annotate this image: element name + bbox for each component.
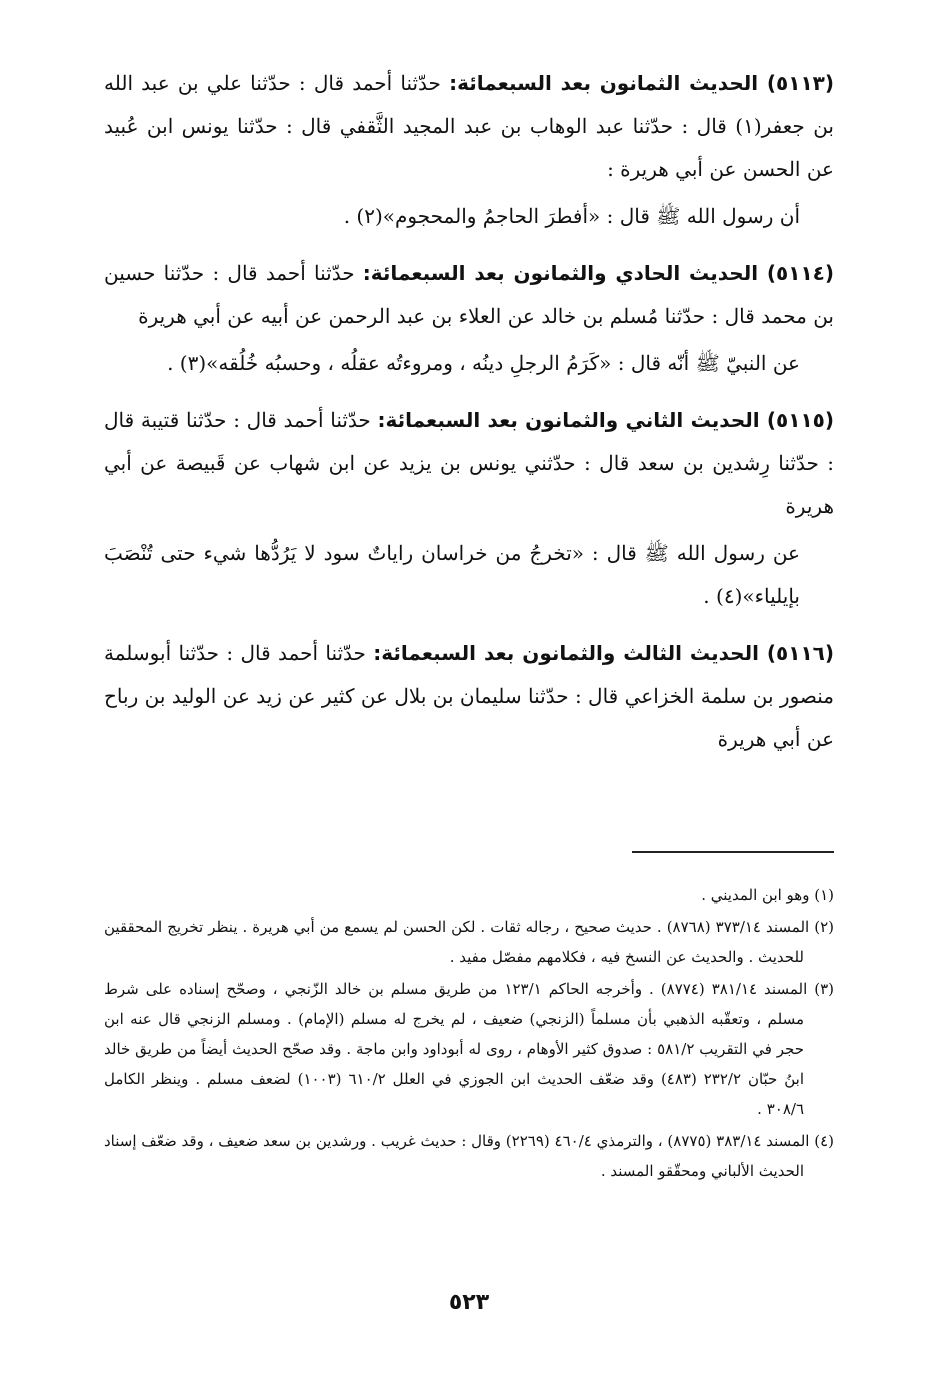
- footnote-1: (١) وهو ابن المديني .: [701, 886, 834, 904]
- hadith-heading: (٥١١٥) الحديث الثاني والثمانون بعد السبعمائة:: [377, 408, 835, 432]
- isnad-text: حدّثنا أحمد قال : حدّثنا قتيبة قال : حدّثنا رِشدين بن سعد قال : حدّثني يونس بن يزيد عن ابن شهاب عن قَبيصة عن أبي هريرة: [104, 408, 834, 518]
- hadith-5116: [104, 632, 834, 761]
- footnote-separator: [632, 851, 834, 853]
- hadith-isnad: [104, 399, 834, 528]
- isnad-text: حدّثنا أحمد قال : حدّثنا أبوسلمة منصور بن سلمة الخزاعي قال : حدّثنا سليمان بن بلال عن كثير عن زيد عن الوليد بن رباح عن أبي هريرة: [104, 641, 834, 751]
- main-text: [104, 62, 834, 775]
- footnote-2: (٢) المسند ٣٧٣/١٤ (٨٧٦٨) . حديث صحيح ، رجاله ثقات . لكن الحسن لم يسمع من أبي هريرة . ينظر تخريج المحققين للحديث . والحديث عن النسخ فيه ، فكلامهم مفصّل مفيد .: [104, 918, 834, 966]
- hadith-isnad: [104, 632, 834, 761]
- hadith-isnad: [104, 252, 834, 338]
- footnotes: [104, 880, 834, 1188]
- hadith-heading: (٥١١٦) الحديث الثالث والثمانون بعد السبعمائة:: [373, 641, 835, 665]
- hadith-heading: (٥١١٣) الحديث الثمانون بعد السبعمائة:: [449, 71, 834, 95]
- footnote-3: (٣) المسند ٣٨١/١٤ (٨٧٧٤) . وأخرجه الحاكم ١٢٣/١ من طريق مسلم بن خالد الزّنجي ، وصحّح إسناده على شرط مسلم ، وتعقّبه الذهبي بأن مسلماً (الزنجي) ضعيف ، لم يخرج له مسلم (الإمام) . ومسلم الزنجي قال عنه ابن حجر في التقريب ٥٨١/٢ : صدوق كثير الأوهام ، روى له أبوداود وابن ماجة . وقد صحّح الحديث أيضاً من طريق خالد ابنُ حبّان ٢٣٢/٢ (٤٨٣) وقد ضعّف الحديث ابن الجوزي في العلل ٦١٠/٢ (١٠٠٣) لضعف مسلم . وينظر الكامل ٣٠٨/٦ .: [104, 980, 834, 1118]
- hadith-matn: عن رسول الله ﷺ قال : «تخرجُ من خراسان راياتٌ سود لا يَرُدُّها شيء حتى تُنْصَبَ بإيلياء»(٤) .: [104, 541, 800, 608]
- isnad-text: حدّثنا أحمد قال : حدّثنا علي بن عبد الله بن جعفر(١) قال : حدّثنا عبد الوهاب بن عبد المجيد الثَّقفي قال : حدّثنا يونس ابن عُبيد عن الحسن عن أبي هريرة :: [104, 71, 834, 181]
- footnote-4: (٤) المسند ٣٨٣/١٤ (٨٧٧٥) ، والترمذي ٤٦٠/٤ (٢٢٦٩) وقال : حديث غريب . ورشدين بن سعد ضعيف ، وقد ضعّف إسناد الحديث الألباني ومحقّقو المسند .: [104, 1132, 835, 1180]
- hadith-matn: أن رسول الله ﷺ قال : «أفطرَ الحاجمُ والمحجوم»(٢) .: [343, 204, 800, 228]
- hadith-5115: [104, 399, 834, 618]
- hadith-matn: عن النبيّ ﷺ أنّه قال : «كَرَمُ الرجلِ دينُه ، ومروءتُه عقلُه ، وحسبُه خُلُقه»(٣) .: [167, 351, 800, 375]
- hadith-heading: (٥١١٤) الحديث الحادي والثمانون بعد السبعمائة:: [362, 261, 834, 285]
- isnad-text: حدّثنا أحمد قال : حدّثنا حسين بن محمد قال : حدّثنا مُسلم بن خالد عن العلاء بن عبد الرحمن عن أبيه عن أبي هريرة: [104, 261, 834, 328]
- hadith-isnad: [104, 62, 834, 191]
- hadith-5113: [104, 62, 834, 238]
- hadith-5114: [104, 252, 834, 385]
- page-number: ٥٢٣: [448, 1290, 490, 1315]
